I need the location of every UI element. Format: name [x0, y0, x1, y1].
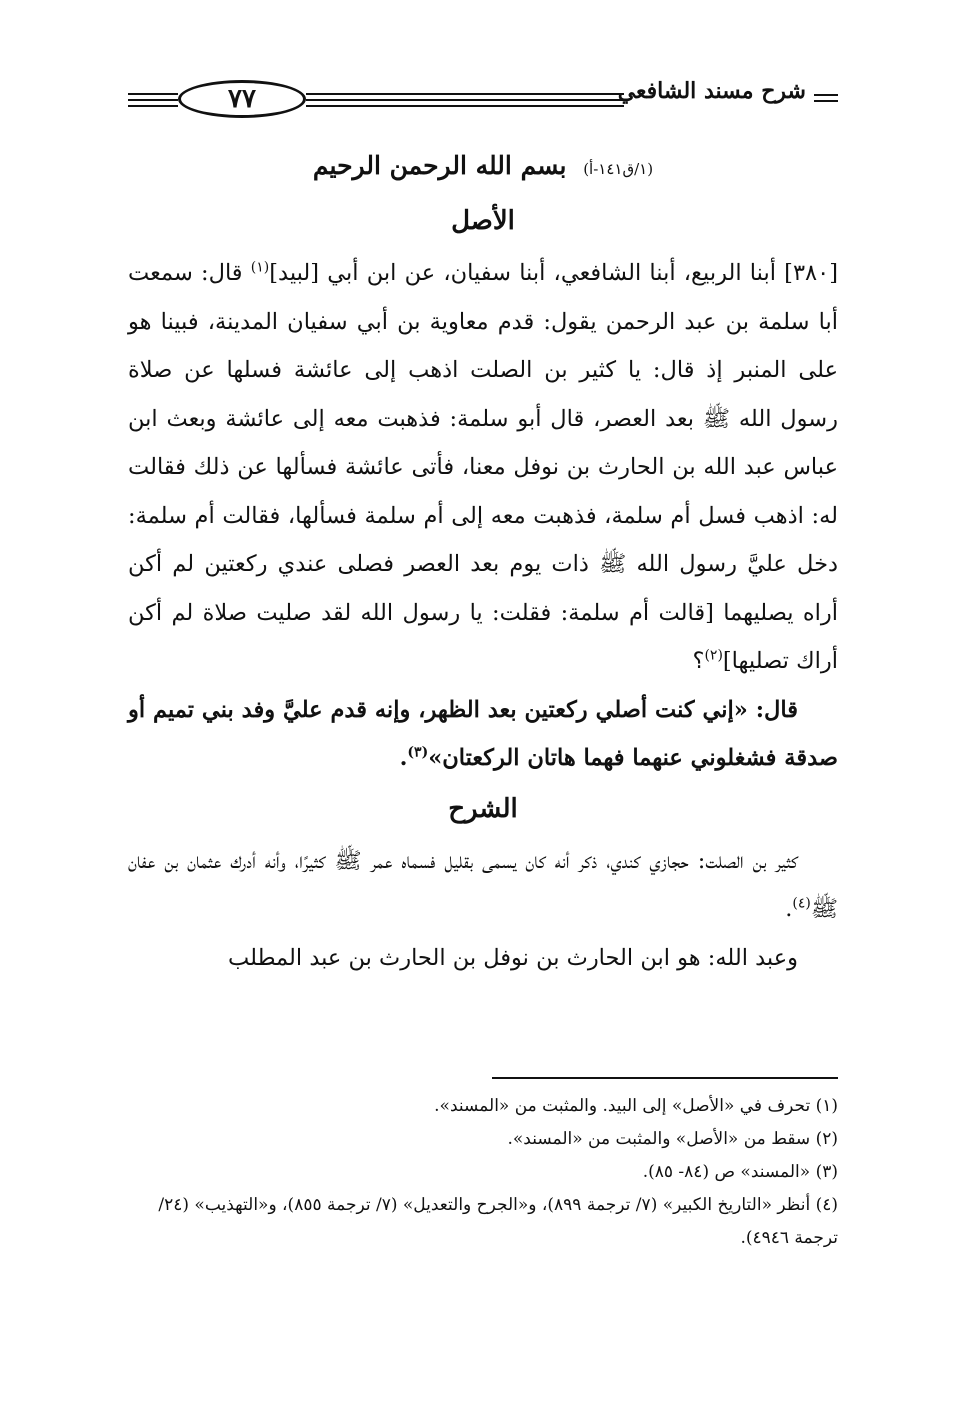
footnote-1: (١) تحرف في «الأصل» إلى البيد. والمثبت من «المسند».	[434, 1096, 838, 1116]
basmala-heading	[128, 148, 838, 187]
header-rule-left-2	[128, 99, 178, 101]
footnotes	[128, 1090, 838, 1255]
footnote-ref-2[interactable]: (٢)	[704, 647, 723, 664]
header-title-mark	[814, 94, 838, 106]
footnote-4: (٤) أنظر «التاريخ الكبير» (٧/ ترجمة ٨٩٩)، و«الجرح والتعديل» (٧/ ترجمة ٨٥٥)، و«التهذيب» (٢٤/ ترجمة ٤٩٤٦).	[158, 1195, 838, 1248]
section-heading-asl: الأصل	[451, 206, 515, 236]
sharh-end-1: .	[785, 896, 793, 922]
book-title: شرح مسند الشافعي	[617, 78, 806, 104]
footnote-separator	[492, 1077, 838, 1079]
footnote-3: (٣) «المسند» ص (٨٤- ٨٥).	[642, 1162, 838, 1182]
header-rule-mid-3	[306, 105, 624, 107]
hadith-question-mark: ؟	[692, 648, 705, 674]
hadith-isnad: [٣٨٠] أبنا الربيع، أبنا الشافعي، أبنا سفيان، عن ابن أبي [لبيد]	[269, 260, 838, 286]
header-rule-mid	[306, 93, 624, 95]
section-heading-sharh: الشرح	[448, 793, 518, 824]
manuscript-reference: (١/ق١٤١-أ)	[583, 160, 654, 178]
header-rule-mid-2	[306, 99, 624, 101]
footnote-ref-3[interactable]: (٣)	[407, 744, 429, 761]
page-body	[128, 148, 838, 982]
sharh-paragraph-2: وعبد الله: هو ابن الحارث بن نوفل بن الحارث بن عبد المطلب	[228, 944, 798, 971]
footnote-ref-4[interactable]: (٤)	[792, 895, 811, 912]
sharh-text-1: كثير بن الصلت: حجازي كندي، ذكر أنه كان يسمى بقليل فسماه عمر ﷺ كثيرًا، وأنه أدرك عثمان بن عفان ﷺ	[128, 847, 838, 922]
running-header	[128, 74, 838, 124]
header-rule-left-3	[128, 105, 178, 107]
hadith-text	[128, 249, 838, 686]
footnote-ref-1[interactable]: (١)	[250, 259, 270, 276]
footnote-2: (٢) سقط من «الأصل» والمثبت من «المسند».	[507, 1129, 838, 1149]
prophet-saying-end: .	[399, 745, 408, 771]
hadith-matn: قال: سمعت أبا سلمة بن عبد الرحمن يقول: قدم معاوية بن أبي سفيان المدينة، فبينا هو على المنبر إذ قال: يا كثير بن الصلت اذهب إلى عائشة فسلها عن صلاة رسول الله ﷺ بعد العصر، قال أبو سلمة: فذهبت معه إلى عائشة وبعث ابن عباس عبد الله بن الحارث بن نوفل معنا، فأتى عائشة فسألها عن ذلك فقالت له: اذهب فسل أم سلمة، فذهبت معه إلى أم سلمة فسألها، فقالت أم سلمة: دخل عليَّ رسول الله ﷺ ذات يوم بعد العصر فصلى عندي ركعتين لم أكن أراه يصليهما [قالت أم سلمة: فقلت: يا رسول الله لقد صليت صلاة لم أكن أراك تصليها]	[128, 260, 838, 674]
basmala-text: بسم الله الرحمن الرحيم	[312, 151, 567, 180]
page-number: ٧٧	[178, 80, 306, 118]
header-rule-left	[128, 93, 178, 95]
prophet-saying-text: قال: «إني كنت أصلي ركعتين بعد الظهر، وإنه قدم عليَّ وفد بني تميم أو صدقة فشغلوني عنهما فهما هاتان الركعتان»	[128, 696, 838, 771]
sharh-paragraph-1	[128, 837, 838, 934]
prophet-saying	[128, 686, 838, 783]
